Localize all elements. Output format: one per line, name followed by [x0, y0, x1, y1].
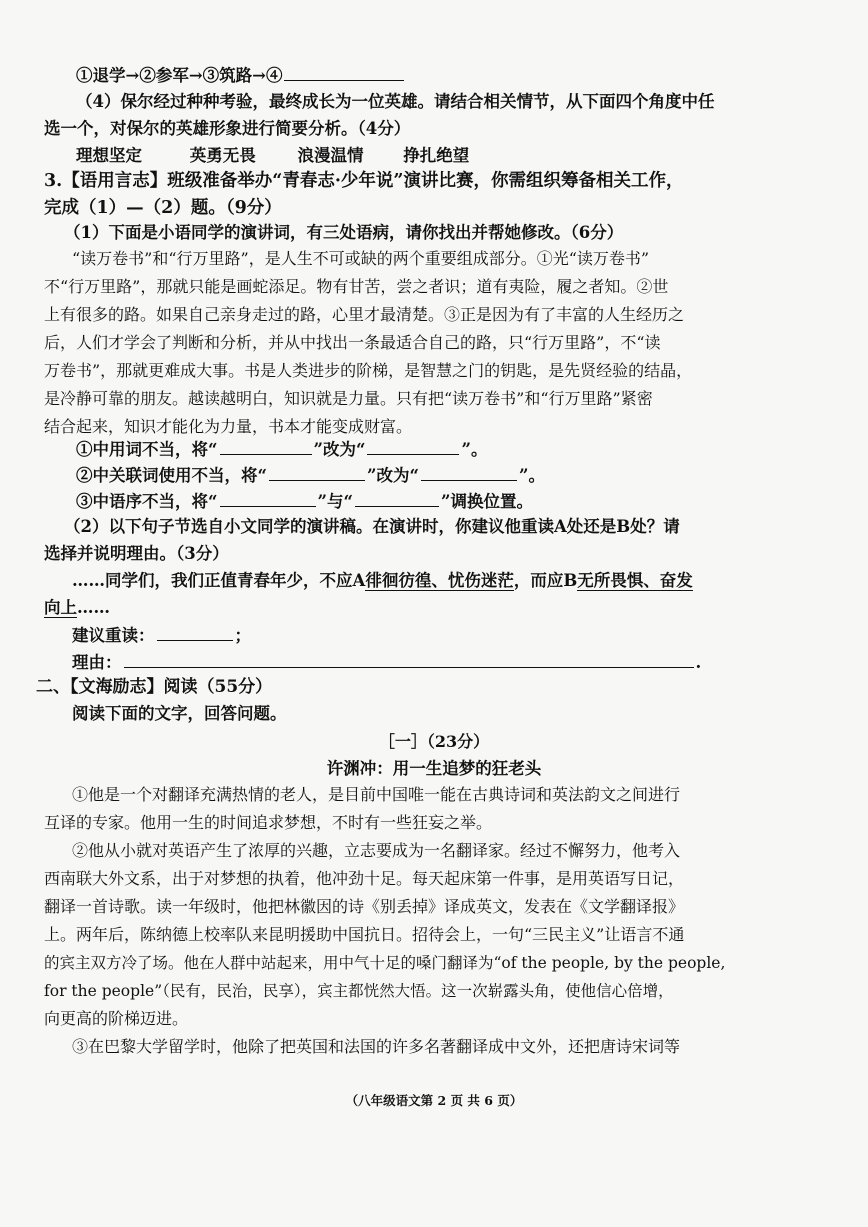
part-heading: ［一］（23分） — [378, 732, 490, 751]
quote-text-c: …… — [77, 598, 110, 617]
page-footer: （八年级语文第 2 页 共 6 页） — [345, 1093, 523, 1108]
fix-1-blank-a[interactable] — [220, 436, 312, 455]
fix-2 — [76, 462, 545, 489]
reason-label: 理由： — [72, 653, 122, 672]
fix-3 — [76, 488, 533, 515]
sequence-blank[interactable] — [284, 62, 404, 81]
quote-a-underlined: 徘徊彷徨、忧伤迷茫 — [365, 571, 514, 590]
fix-2-text-b: ”改为“ — [367, 466, 419, 485]
fix-3-blank-a[interactable] — [220, 488, 316, 507]
quote-line1 — [72, 568, 693, 594]
speech-line: 是冷静可靠的朋友。越读越明白，知识就是力量。只有把“读万卷书”和“行万里路”紧密 — [44, 389, 653, 408]
suggest-row — [72, 622, 251, 649]
article-line: ②他从小就对英语产生了浓厚的兴趣，立志要成为一名翻译家。经过不懈努力，他考入 — [72, 841, 681, 860]
article-title: 许渊冲：用一生追梦的狂老头 — [326, 759, 542, 778]
sequence-text: ①退学→②参军→③筑路→④ — [76, 66, 283, 85]
article-line: ①他是一个对翻译充满热情的老人，是目前中国唯一能在古典诗词和英法韵文之间进行 — [72, 785, 681, 804]
section-heading: 二、【文海励志】阅读（55分） — [36, 677, 273, 697]
fix-1 — [76, 436, 487, 463]
option-1: 理想坚定 — [76, 146, 142, 165]
article-line: 的宾主双方冷了场。他在人群中站起来，用中气十足的嗓门翻译为“of the people, by the people, — [44, 954, 726, 972]
fix-3-text-c: ”调换位置。 — [440, 492, 533, 511]
speech-line: “读万卷书”和“行万里路”，是人生不可或缺的两个重要组成部分。①光“读万卷书” — [72, 249, 650, 268]
q3-sub2-line1: （2）以下句子节选自小文同学的演讲稿。在演讲时，你建议他重读A处还是B处？请 — [64, 517, 680, 536]
fix-3-blank-b[interactable] — [355, 488, 439, 507]
option-2: 英勇无畏 — [189, 146, 256, 165]
quote-text-a: ……同学们，我们正值青春年少，不应A — [72, 571, 366, 590]
speech-line: 后，人们才学会了判断和分析，并从中找出一条最适合自己的路，只“行万里路”，不“读 — [44, 333, 661, 352]
article-line: for the people”（民有，民治，民享），宾主都恍然大悟。这一次崭露头角，使他信心倍增， — [44, 982, 674, 1000]
q3-sub1: （1）下面是小语同学的演讲词，有三处语病，请你找出并帮她修改。（6分） — [64, 223, 624, 242]
quote-text-b: ，而应B — [513, 571, 578, 590]
q3-sub2-line2: 选择并说明理由。（3分） — [44, 544, 229, 563]
speech-line: 万卷书”，那就更难成大事。书是人类进步的阶梯，是智慧之门的钥匙，是先贤经验的结晶， — [44, 361, 693, 380]
suggest-end: ； — [234, 626, 251, 645]
speech-line: 不“行万里路”，那就只能是画蛇添足。物有甘苦，尝之者识；道有夷险，履之者知。②世 — [44, 277, 669, 296]
article-line: 翻译一首诗歌。读一年级时，他把林徽因的诗《别丢掉》译成英文，发表在《文学翻译报》 — [44, 897, 685, 916]
article-line: ③在巴黎大学留学时，他除了把英国和法国的许多名著翻译成中文外，还把唐诗宋词等 — [72, 1037, 681, 1056]
article-line: 上。两年后，陈纳德上校率队来昆明援助中国抗日。招待会上，一句“三民主义”让语言不通 — [44, 925, 685, 944]
fix-2-text-a: ②中关联词使用不当，将“ — [76, 466, 267, 485]
fix-1-text-c: ”。 — [461, 440, 488, 459]
quote-line2 — [44, 595, 110, 621]
fix-2-text-c: ”。 — [518, 466, 545, 485]
quote-b-underlined: 无所畏惧、奋发 — [577, 571, 693, 590]
suggest-label: 建议重读： — [72, 626, 155, 645]
fix-3-text-b: ”与“ — [317, 492, 353, 511]
trait-options — [76, 143, 469, 169]
quote-b-underlined-cont: 向上 — [44, 598, 77, 617]
q2-4-line2: 选一个，对保尔的英雄形象进行简要分析。（4分） — [44, 119, 411, 138]
option-4: 挣扎绝望 — [403, 146, 470, 165]
q2-sequence — [76, 62, 406, 89]
fix-2-blank-b[interactable] — [421, 462, 517, 481]
article-line: 西南联大外文系，出于对梦想的执着，他冲劲十足。每天起床第一件事，是用英语写日记， — [44, 869, 685, 888]
speech-line: 上有很多的路。如果自己亲身走过的路，心里才最清楚。③正是因为有了丰富的人生经历之 — [44, 305, 685, 324]
reason-end: . — [695, 653, 702, 672]
speech-line: 结合起来，知识才能化为力量，书本才能变成财富。 — [44, 417, 413, 436]
fix-1-text-b: ”改为“ — [313, 440, 366, 459]
fix-2-blank-a[interactable] — [269, 462, 365, 481]
fix-1-text-a: ①中用词不当，将“ — [76, 440, 218, 459]
option-3: 浪漫温情 — [297, 146, 364, 165]
article-line: 互译的专家。他用一生的时间追求梦想，不时有一些狂妄之举。 — [44, 813, 493, 832]
reason-row — [72, 649, 701, 676]
article-line: 向更高的阶梯迈进。 — [44, 1009, 189, 1028]
reason-blank[interactable] — [124, 649, 694, 668]
fix-3-text-a: ③中语序不当，将“ — [76, 492, 218, 511]
q3-line2: 完成（1）—（2）题。（9分） — [44, 198, 282, 218]
q2-4-line1: （4）保尔经过种种考验，最终成长为一位英雄。请结合相关情节，从下面四个角度中任 — [76, 92, 715, 111]
q3-line1: 3.【语用言志】班级准备举办“青春志·少年说”演讲比赛，你需组织筹备相关工作， — [44, 171, 684, 191]
fix-1-blank-b[interactable] — [367, 436, 459, 455]
suggest-blank[interactable] — [157, 622, 233, 641]
section-intro: 阅读下面的文字，回答问题。 — [72, 704, 287, 723]
